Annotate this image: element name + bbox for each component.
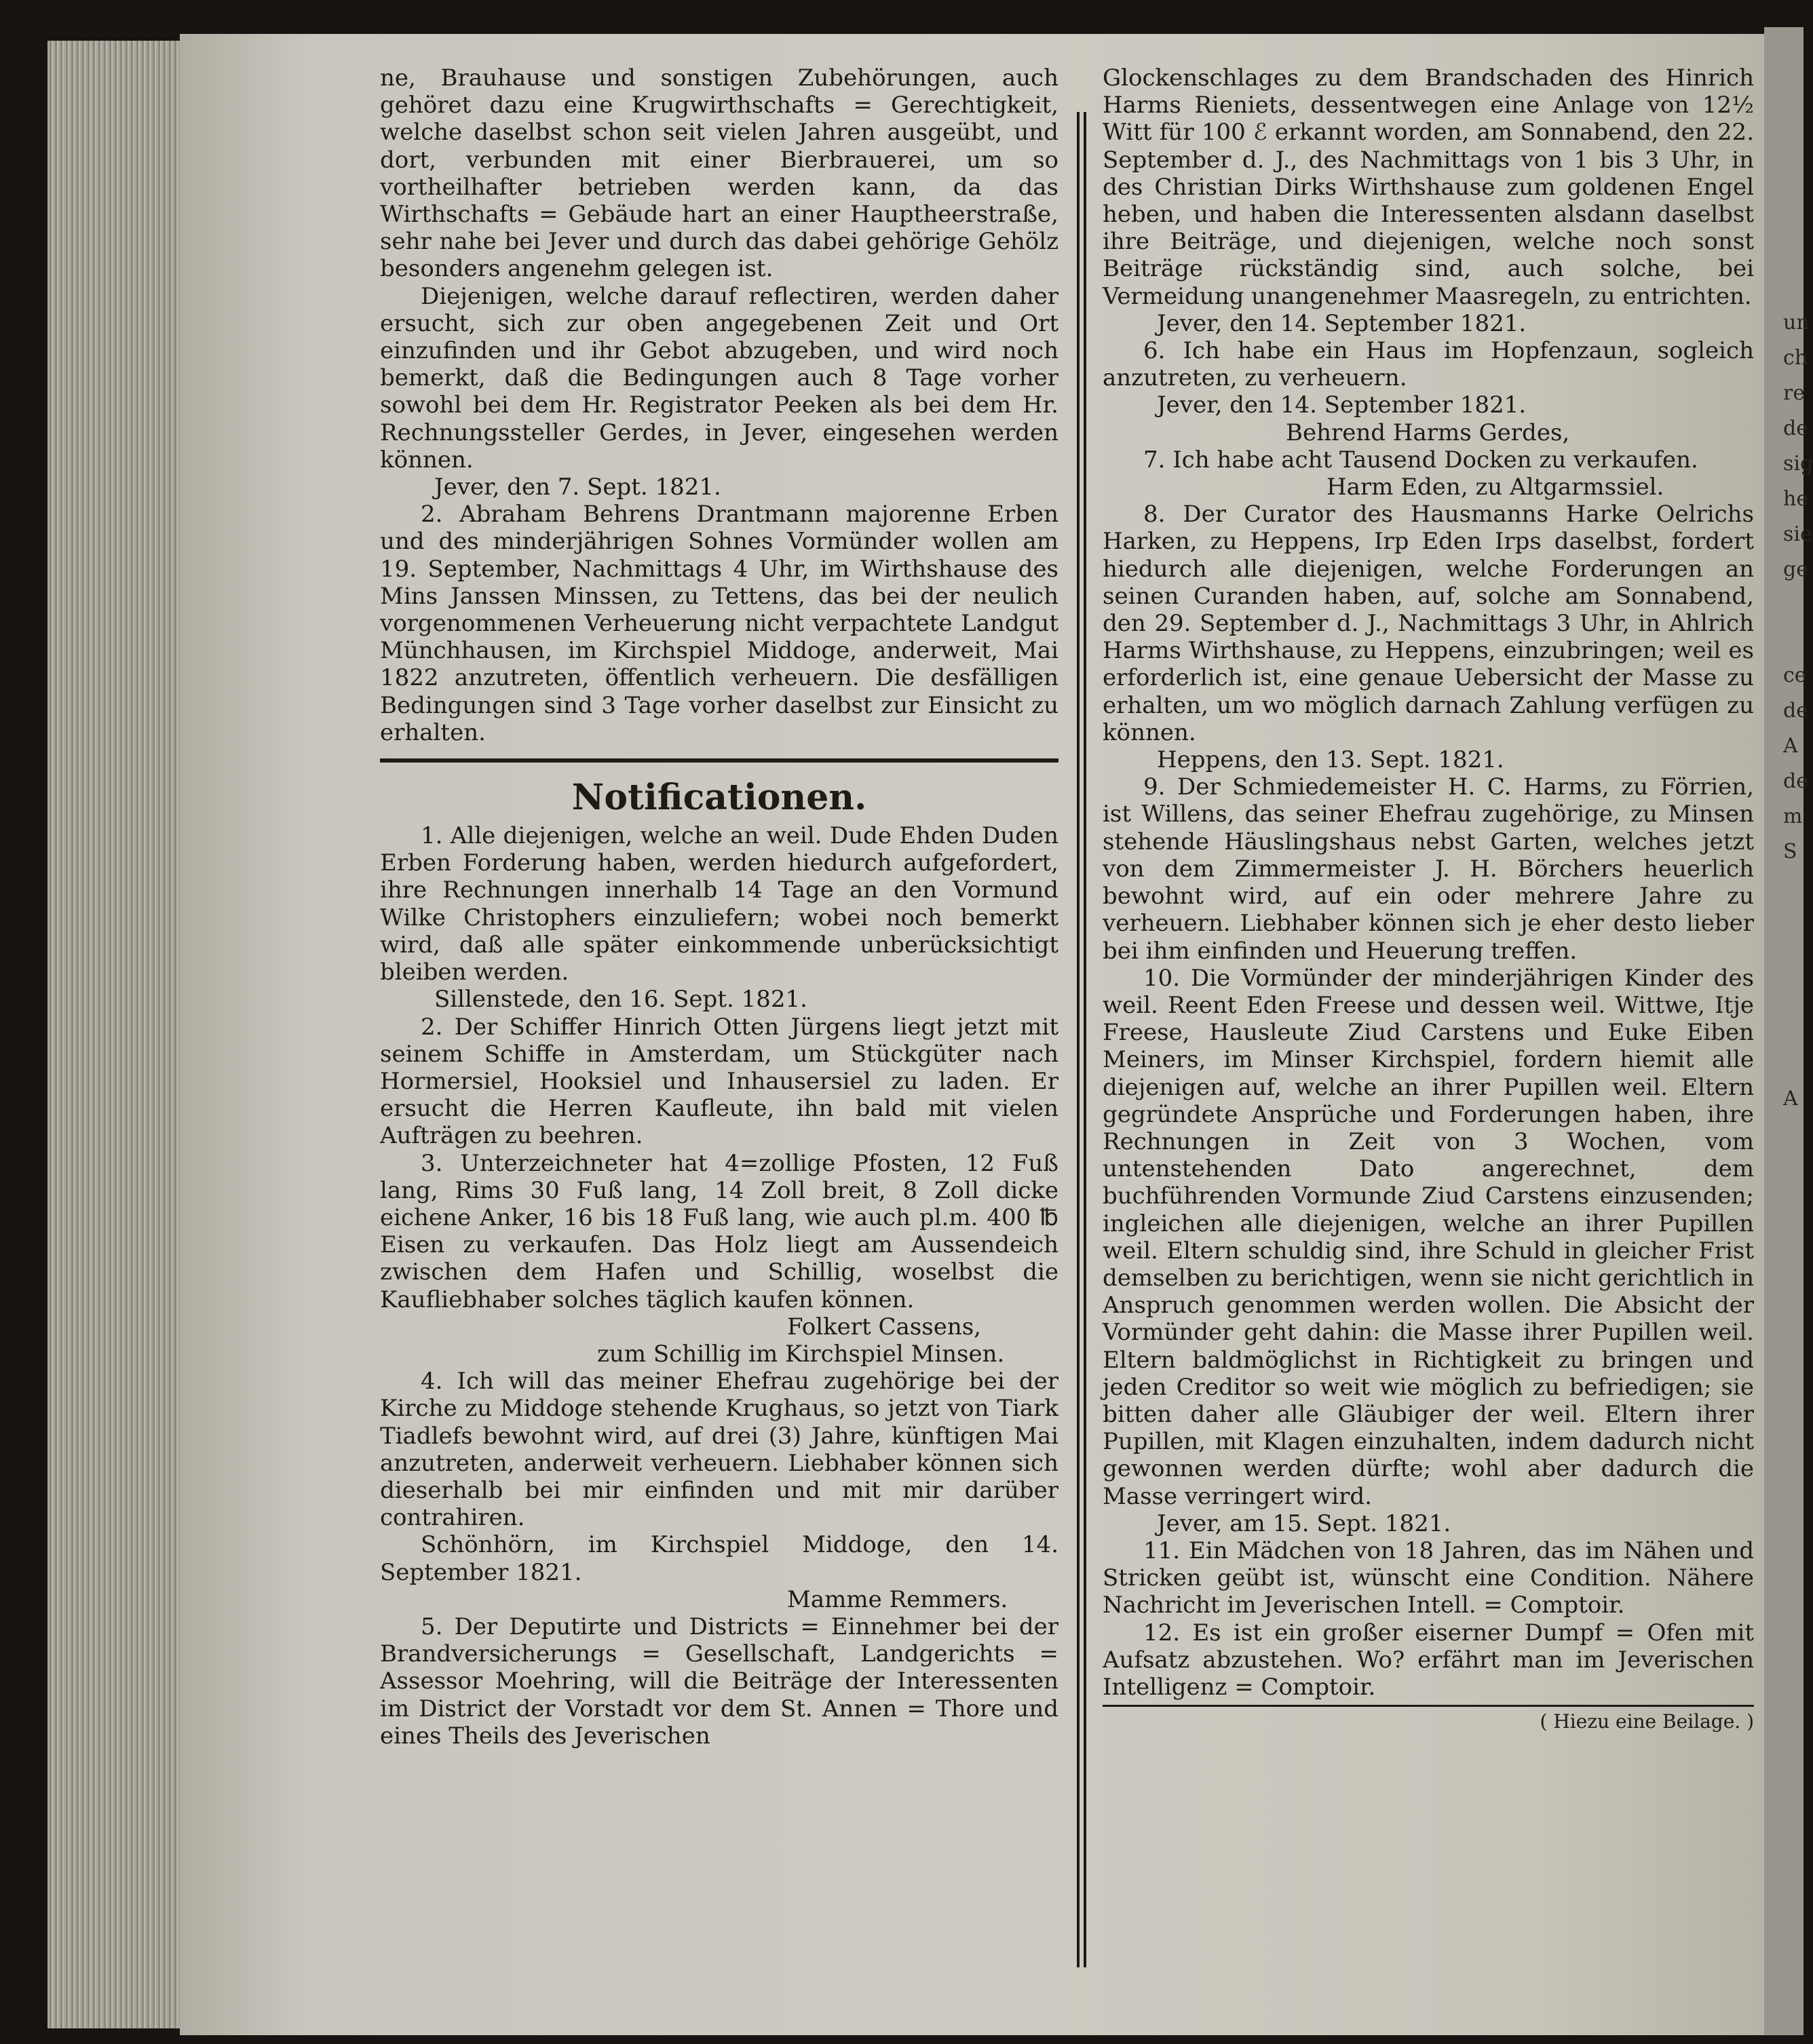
notice-item: 12. Es ist ein großer eiserner Dumpf = Ofen mit Aufsatz abzustehen. Wo? erfährt man im Jeverischen Intelligenz = Comptoir. bbox=[1103, 1619, 1754, 1701]
notice-item: 10. Die Vormünder der minderjährigen Kinder des weil. Reent Eden Freese und dessen weil. Wittwe, Itje Freese, Hausleute Ziud Carstens und Euke Eiben Meiners, im Minser Kirchspiel, fordern hiemit alle diejenigen auf, welche an ihrer Pupillen weil. Eltern gegründete Ansprüche und Forderungen haben, ihre Rechnungen in Zeit von 3 Wochen, vom untenstehenden Dato angerechnet, dem buchführenden Vormunde Ziud Carstens einzusenden; ingleichen alle diejenigen, welche an ihrer Pupillen weil. Eltern schuldig sind, ihre Schuld in gleicher Frist demselben zu berichtigen, wenn sie nicht gerichtlich in Anspruch genommen werden wollen. Die Absicht der Vormünder geht dahin: die Masse ihrer Pupillen weil. Eltern baldmöglichst in Richtigkeit zu bringen und jeden Creditor so weit wie möglich zu befriedigen; sie bitten daher alle Gläubiger der weil. Eltern ihrer Pupillen, mit Klagen einzuhalten, indem dadurch nicht gewonnen werden dürfte; wohl aber dadurch die Masse verringert wird. bbox=[1103, 964, 1754, 1510]
notice-item: 9. Der Schmiedemeister H. C. Harms, zu Förrien, ist Willens, das seiner Ehefrau zugehörige, zu Minsen stehende Häuslingshaus nebst Garten, welches jetzt von dem Zimmermeister J. H. Börchers heuerlich bewohnt wird, auf ein oder mehrere Jahre zu verheuern. Liebhaber können sich je eher desto lieber bei ihm einfinden und Heuerung treffen. bbox=[1103, 773, 1754, 965]
signature-name: Folkert Cassens, bbox=[787, 1313, 981, 1341]
notice-item: 2. Abraham Behrens Drantmann majorenne Erben und des minderjährigen Sohnes Vormünder wollen am 19. September, Nachmittags 4 Uhr, im Wirthshause des Mins Janssen Minssen, zu Tettens, das bei der neulich vorgenommenen Verheuerung nicht verpachtete Landgut Münchhausen, im Kirchspiel Middoge, anderweit, Mai 1822 anzutreten, öffentlich verheuern. Die desfälligen Bedingungen sind 3 Tage vorher daselbst zur Einsicht zu erhalten. bbox=[380, 501, 1058, 746]
signature-name: Behrend Harms Gerdes, bbox=[1286, 419, 1570, 446]
notice-item: 8. Der Curator des Hausmanns Harke Oelrichs Harken, zu Heppens, Irp Eden Irps daselbst, fordert hiedurch alle diejenigen, welche Forderungen an seinen Curanden haben, auf, solche am Sonnabend, den 29. September d. J., Nachmittags 3 Uhr, in Ahlrich Harms Wirthshause, zu Heppens, einzubringen; weil es erforderlich ist, eine genaue Uebersicht der Masse zu erhalten, um wo möglich darnach Zahlung verfügen zu können. bbox=[1103, 501, 1754, 746]
signature-date: Schönhörn, im Kirchspiel Middoge, den 14. September 1821. bbox=[380, 1531, 1058, 1586]
notice-item: 3. Unterzeichneter hat 4=zollige Pfosten, 12 Fuß lang, Rims 30 Fuß lang, 14 Zoll breit, 8 Zoll dicke eichene Anker, 16 bis 18 Fuß lang, wie auch pl.m. 400 ℔ Eisen zu verkaufen. Das Holz liegt am Aussendeich zwischen dem Hafen und Schillig, woselbst die Kaufliebhaber solches täglich kaufen können. bbox=[380, 1149, 1058, 1313]
paragraph: ne, Brauhause und sonstigen Zubehörungen, auch gehöret dazu eine Krugwirthschafts = Gerechtigkeit, welche daselbst schon seit vielen Jahren ausgeübt, und dort, verbunden mit einer Bierbrauerei, um so vortheilhafter betrieben werden kann, da das Wirthschafts = Gebäude hart an einer Hauptheerstraße, sehr nahe bei Jever und durch das dabei gehörige Gehölz besonders angenehm gelegen ist. bbox=[380, 64, 1058, 283]
column-divider bbox=[1077, 112, 1086, 1967]
signature-name: Mamme Remmers. bbox=[787, 1585, 1008, 1613]
appendix-note: ( Hiezu eine Beilage. ) bbox=[1540, 1710, 1754, 1733]
left-column bbox=[380, 64, 1058, 1750]
book-page-edge bbox=[47, 41, 193, 2028]
right-column bbox=[1103, 64, 1754, 1735]
signature-date: Jever, den 7. Sept. 1821. bbox=[434, 474, 721, 501]
notice-item: 5. Der Deputirte und Districts = Einnehmer bei der Brandversicherungs = Gesellschaft, Landgerichts = Assessor Moehring, will die Beiträge der Interessenten im District der Vorstadt vor dem St. Annen = Thore und eines Theils des Jeverischen bbox=[380, 1613, 1058, 1750]
notice-item: 6. Ich habe ein Haus im Hopfenzaun, sogleich anzutreten, zu verheuern. bbox=[1103, 337, 1754, 392]
paragraph: Diejenigen, welche darauf reflectiren, werden daher ersucht, sich zur oben angegebenen Zeit und Ort einzufinden und ihr Gebot abzugeben, und wird noch bemerkt, daß die Bedingungen auch 8 Tage vorher sowohl bei dem Hr. Registrator Peeken als bei dem Hr. Rechnungssteller Gerdes, in Jever, eingesehen werden können. bbox=[380, 282, 1058, 474]
section-rule bbox=[380, 758, 1058, 763]
notice-item: 11. Ein Mädchen von 18 Jahren, das im Nähen und Stricken geübt ist, wünscht eine Condition. Nähere Nachricht im Jeverischen Intell. = Comptoir. bbox=[1103, 1537, 1754, 1619]
notice-item: 7. Ich habe acht Tausend Docken zu verkaufen. bbox=[1143, 446, 1698, 474]
signature-date: Sillenstede, den 16. Sept. 1821. bbox=[434, 986, 807, 1014]
signature-name: Harm Eden, zu Altgarmssiel. bbox=[1327, 474, 1664, 501]
paragraph: Glockenschlages zu dem Brandschaden des Hinrich Harms Rieniets, dessentwegen eine Anlage von 12½ Witt für 100 ℰ erkannt worden, am Sonnabend, den 22. September d. J., des Nachmittags von 1 bis 3 Uhr, in des Christian Dirks Wirthshause zum goldenen Engel heben, und haben die Interessenten alsdann daselbst ihre Beiträge, und diejenigen, welche noch sonst Beiträge rückständig sind, auch solche, bei Vermeidung unangenehmer Maasregeln, zu entrichten. bbox=[1103, 64, 1754, 310]
signature-date: Jever, am 15. Sept. 1821. bbox=[1157, 1509, 1451, 1537]
signature-place: zum Schillig im Kirchspiel Minsen. bbox=[597, 1340, 1005, 1368]
signature-date: Jever, den 14. September 1821. bbox=[1157, 391, 1527, 419]
notice-item: 1. Alle diejenigen, welche an weil. Dude Ehden Duden Erben Forderung haben, werden hiedurch aufgefordert, ihre Rechnungen innerhalb 14 Tage an den Vormund Wilke Christophers einzuliefern; wobei noch bemerkt wird, daß alle später einkommende unberücksichtigt bleiben werden. bbox=[380, 822, 1058, 986]
signature-date: Jever, den 14. September 1821. bbox=[1157, 309, 1527, 337]
notice-item: 4. Ich will das meiner Ehefrau zugehörige bei der Kirche zu Middoge stehende Krughaus, so jetzt von Tiark Tiadlefs bewohnt wird, auf drei (3) Jahre, künftigen Mai anzutreten, anderweit verheuern. Liebhaber können sich dieserhalb bei mir einfinden und mit mir darüber contrahiren. bbox=[380, 1368, 1058, 1532]
section-heading: Notificationen. bbox=[571, 777, 867, 819]
end-rule bbox=[1103, 1705, 1754, 1707]
adjacent-page-fragments: un ch re de sig he sie ge ce de A de m S A bbox=[1783, 311, 1813, 1111]
notice-item: 2. Der Schiffer Hinrich Otten Jürgens liegt jetzt mit seinem Schiffe in Amsterdam, um Stückgüter nach Hormersiel, Hooksiel und Inhausersiel zu laden. Er ersucht die Herren Kaufleute, ihn bald mit vielen Aufträgen zu beehren. bbox=[380, 1013, 1058, 1150]
signature-date: Heppens, den 13. Sept. 1821. bbox=[1157, 746, 1504, 774]
